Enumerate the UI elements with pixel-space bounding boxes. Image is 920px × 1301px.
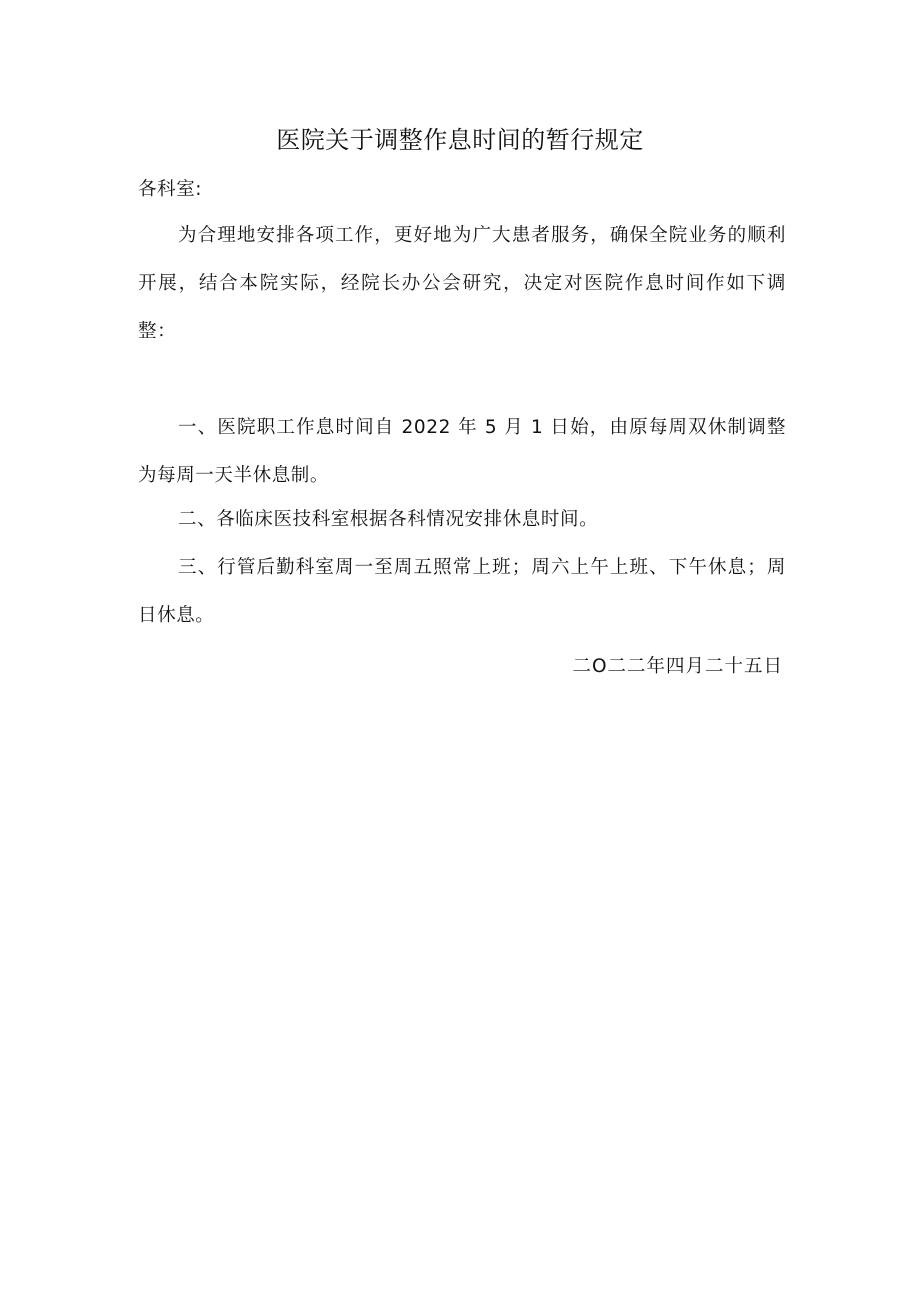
item-1-paragraph: 一、医院职工作息时间自 2022 年 5 月 1 日始，由原每周双休制调整为每周一天半休息制。 bbox=[138, 417, 786, 486]
intro-paragraph: 为合理地安排各项工作，更好地为广大患者服务，确保全院业务的顺利开展，结合本院实际，经院长办公会研究，决定对医院作息时间作如下调整： bbox=[138, 225, 786, 342]
document-title: 医院关于调整作息时间的暂行规定 bbox=[276, 126, 644, 154]
item-2-paragraph: 二、各临床医技科室根据各科情况安排休息时间。 bbox=[178, 509, 599, 530]
document-date: 二O二二年四月二十五日 bbox=[572, 656, 783, 677]
salutation: 各科室: bbox=[138, 179, 203, 200]
item-3-paragraph: 三、行管后勤科室周一至周五照常上班；周六上午上班、下午休息；周日休息。 bbox=[138, 557, 786, 626]
